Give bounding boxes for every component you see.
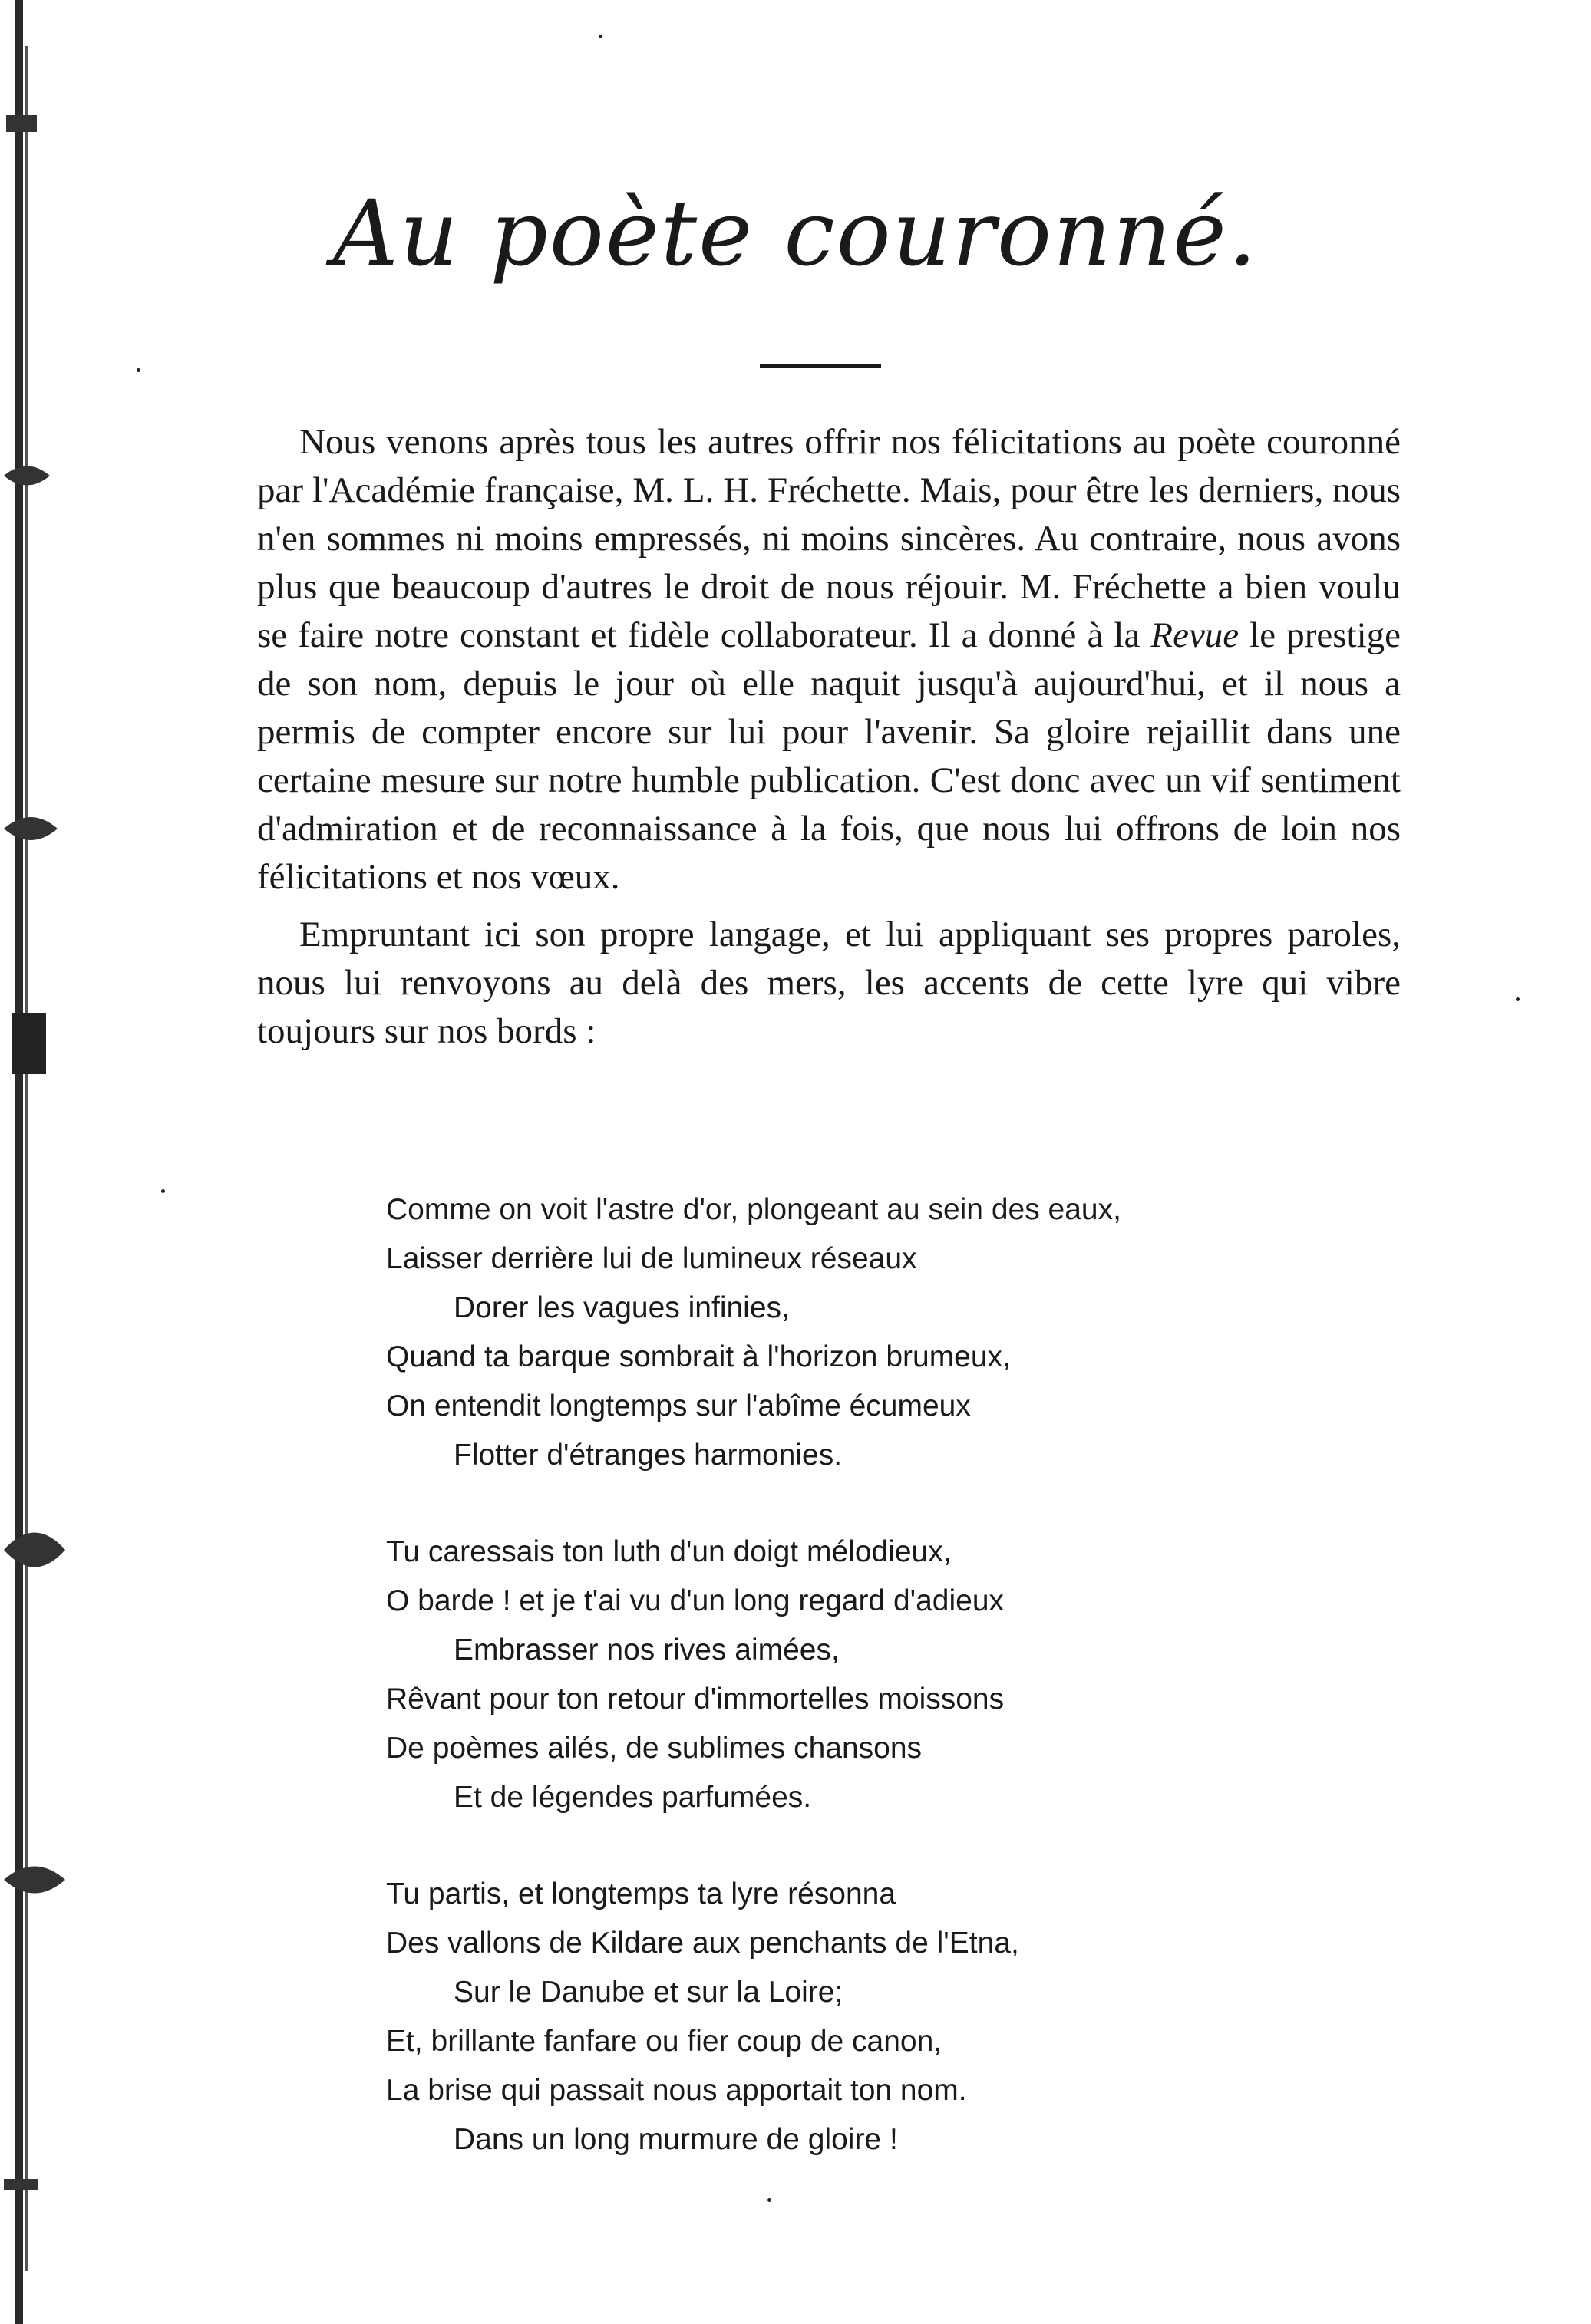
- verse-line: Dans un long murmure de gloire !: [454, 2123, 898, 2156]
- verse-line: Tu caressais ton luth d'un doigt mélodieux,: [386, 1535, 952, 1568]
- poem: [386, 1185, 1121, 2212]
- paragraph-2: Empruntant ici son propre langage, et lui appliquant ses propres paroles, nous lui renvoyons au delà des mers, les accents de cette lyre qui vibre toujours sur nos bords :: [257, 915, 1401, 1051]
- verse-line: Laisser derrière lui de lumineux réseaux: [386, 1242, 917, 1275]
- article-body: [257, 418, 1401, 1056]
- paragraph-1-text-start: Nous venons après tous les autres offrir nos félicitations au poète couronné par l'Académie française, M. L. H. Fréchette. Mais, pour être les derniers, nous n'en sommes ni moins empressés, ni moins sincères. Au contraire, nous avons plus que beaucoup d'autres le droit de nous réjouir. M. Fréchette a bien voulu se faire notre constant et fidèle collaborateur. Il a donné à la: [257, 422, 1401, 655]
- verse-line: Embrasser nos rives aimées,: [454, 1633, 840, 1666]
- verse-line: Et de légendes parfumées.: [454, 1781, 812, 1814]
- verse-line: On entendit longtemps sur l'abîme écumeux: [386, 1389, 971, 1422]
- verse-line: Des vallons de Kildare aux penchants de l'Etna,: [386, 1927, 1019, 1960]
- verse-line: Dorer les vagues infinies,: [454, 1291, 790, 1324]
- paragraph-1: [257, 418, 1401, 902]
- print-speck: [137, 368, 140, 372]
- verse-line: Tu partis, et longtemps ta lyre résonna: [386, 1877, 896, 1910]
- print-speck: [767, 2198, 771, 2202]
- stanza-3: [386, 1870, 1121, 2164]
- page-title: Au poète couronné.: [332, 180, 1259, 286]
- verse-line: Sur le Danube et sur la Loire;: [454, 1976, 843, 2009]
- print-speck: [599, 35, 602, 38]
- verse-line: Et, brillante fanfare ou fier coup de canon,: [386, 2025, 942, 2058]
- verse-line: Quand ta barque sombrait à l'horizon brumeux,: [386, 1340, 1011, 1373]
- stanza-1: [386, 1185, 1121, 1480]
- verse-line: La brise qui passait nous apportait ton nom.: [386, 2074, 967, 2107]
- binding-ornament: [0, 0, 69, 2324]
- verse-line: Comme on voit l'astre d'or, plongeant au sein des eaux,: [386, 1193, 1121, 1226]
- paragraph-1-text-end: le prestige de son nom, depuis le jour où elle naquit jusqu'à aujourd'hui, et il nous a permis de compter encore sur lui pour l'avenir. Sa gloire rejaillit dans une certaine mesure sur notre humble publication. C'est donc avec un vif sentiment d'admiration et de reconnaissance à la fois, que nous lui offrons de loin nos félicitations et nos vœux.: [257, 615, 1401, 897]
- title-divider: [760, 364, 881, 368]
- verse-line: O barde ! et je t'ai vu d'un long regard d'adieux: [386, 1584, 1005, 1617]
- verse-line: Rêvant pour ton retour d'immortelles moissons: [386, 1683, 1005, 1716]
- print-speck: [161, 1189, 165, 1193]
- paragraph-1-emphasis: Revue: [1150, 615, 1239, 655]
- print-speck: [1516, 997, 1520, 1001]
- verse-line: De poèmes ailés, de sublimes chansons: [386, 1732, 923, 1765]
- stanza-2: [386, 1528, 1121, 1822]
- verse-line: Flotter d'étranges harmonies.: [454, 1439, 843, 1472]
